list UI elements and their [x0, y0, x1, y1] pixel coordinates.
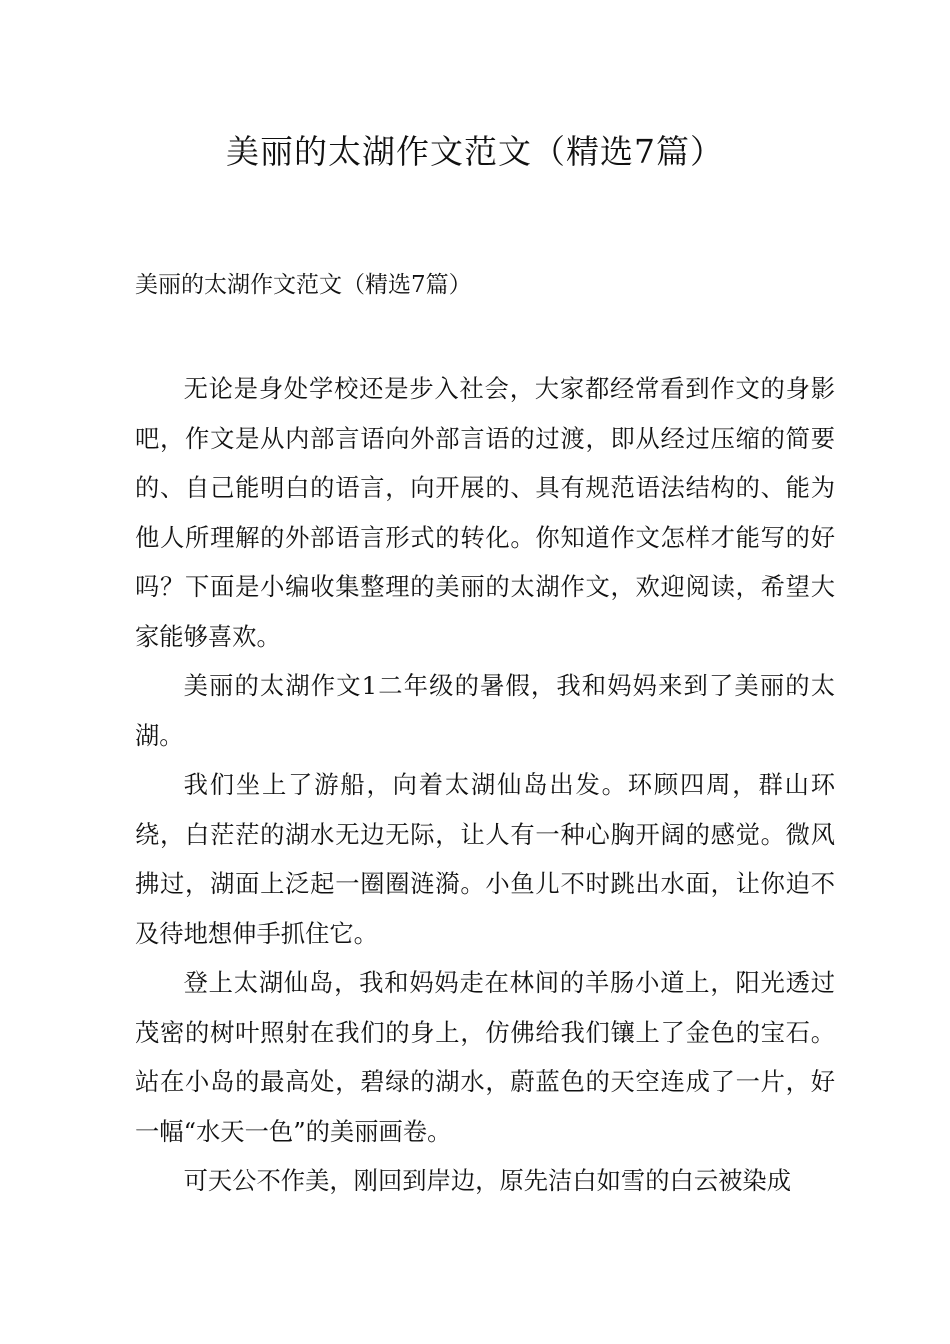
document-body: [135, 364, 835, 1206]
page-title: 美丽的太湖作文范文（精选7篇）: [226, 132, 724, 171]
paragraph-essay-1-opening: 美丽的太湖作文1二年级的暑假，我和妈妈来到了美丽的太湖。: [135, 671, 835, 750]
paragraph-island: 登上太湖仙岛，我和妈妈走在林间的羊肠小道上，阳光透过茂密的树叶照射在我们的身上，仿佛给我们镶上了金色的宝石。站在小岛的最高处，碧绿的湖水，蔚蓝色的天空连成了一片，好一幅“水天一色”的美丽画卷。: [135, 968, 835, 1146]
paragraph-boat-trip: 我们坐上了游船，向着太湖仙岛出发。环顾四周，群山环绕，白茫茫的湖水无边无际，让人有一种心胸开阔的感觉。微风拂过，湖面上泛起一圈圈涟漪。小鱼儿不时跳出水面，让你迫不及待地想伸手抓住它。: [135, 770, 835, 948]
paragraph-intro: 无论是身处学校还是步入社会，大家都经常看到作文的身影吧，作文是从内部言语向外部言语的过渡，即从经过压缩的简要的、自己能明白的语言，向开展的、具有规范语法结构的、能为他人所理解的外部语言形式的转化。你知道作文怎样才能写的好吗？下面是小编收集整理的美丽的太湖作文，欢迎阅读，希望大家能够喜欢。: [135, 374, 835, 651]
paragraph-weather: 可天公不作美，刚回到岸边，原先洁白如雪的白云被染成: [183, 1166, 792, 1195]
document-subtitle: 美丽的太湖作文范文（精选7篇）: [135, 272, 472, 298]
